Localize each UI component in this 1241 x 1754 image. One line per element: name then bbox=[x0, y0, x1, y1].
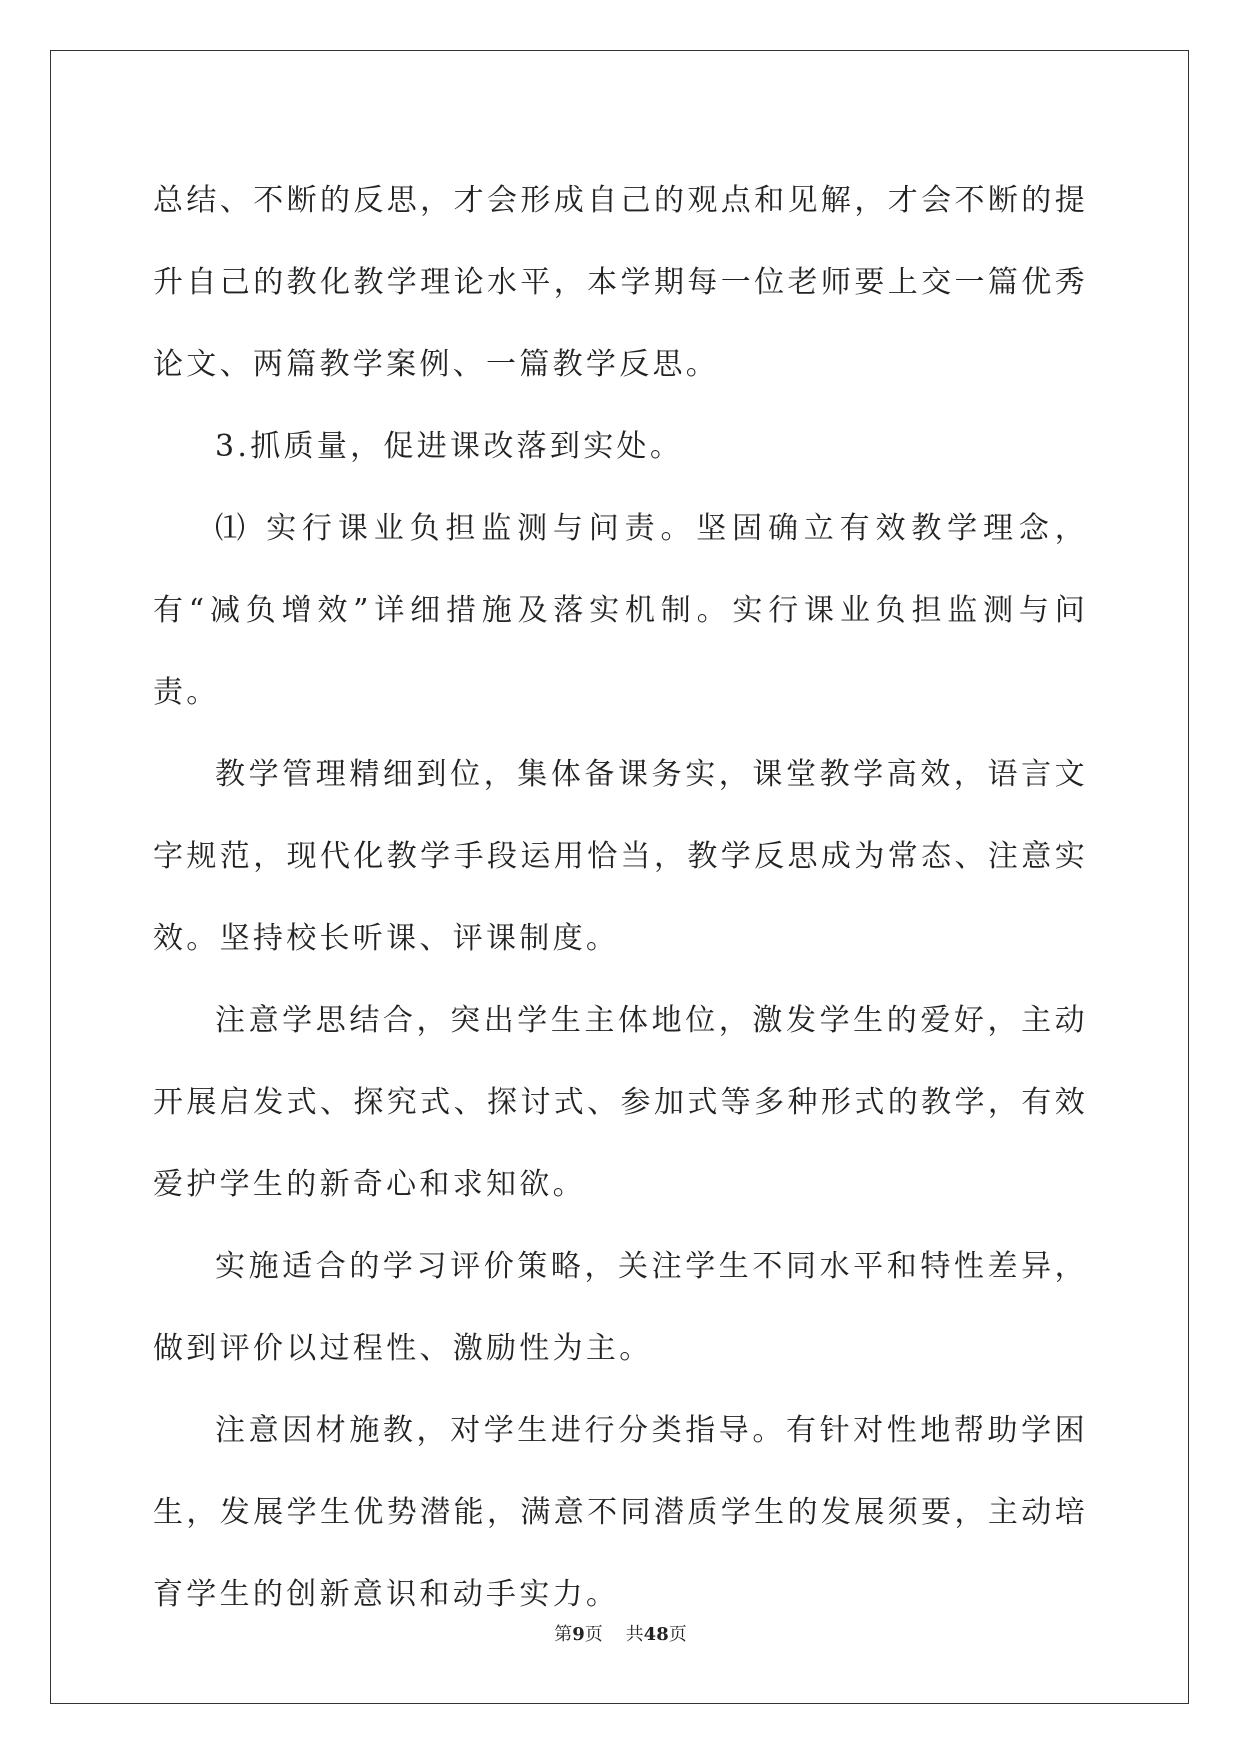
paragraph-6: 实施适合的学习评价策略，关注学生不同水平和特性差异，做到评价以过程性、激励性为主。 bbox=[153, 1249, 1088, 1366]
paragraph-5: 注意学思结合，突出学生主体地位，激发学生的爱好，主动开展启发式、探究式、探讨式、参加式等多种形式的教学，有效爱护学生的新奇心和求知欲。 bbox=[153, 1003, 1088, 1202]
footer-total-prefix: 共 bbox=[625, 1624, 644, 1645]
paragraph-1: 总结、不断的反思，才会形成自己的观点和见解，才会不断的提升自己的教化教学理论水平，本学期每一位老师要上交一篇优秀论文、两篇教学案例、一篇教学反思。 bbox=[153, 183, 1088, 382]
paragraph-3: ⑴ 实行课业负担监测与问责。坚固确立有效教学理念，有“减负增效”详细措施及落实机制。实行课业负担监测与问责。 bbox=[153, 511, 1088, 710]
paragraph-4: 教学管理精细到位，集体备课务实，课堂教学高效，语言文字规范，现代化教学手段运用恰当，教学反思成为常态、注意实效。坚持校长听课、评课制度。 bbox=[153, 757, 1088, 956]
page-footer bbox=[0, 1620, 1241, 1646]
paragraph-2: 3.抓质量，促进课改落到实处。 bbox=[215, 429, 684, 464]
document-body bbox=[153, 160, 1088, 1636]
page-number: 9 bbox=[572, 1624, 585, 1645]
footer-total-suffix: 页 bbox=[668, 1624, 687, 1645]
footer-prefix: 第 bbox=[554, 1624, 573, 1645]
footer-page-suffix: 页 bbox=[584, 1624, 603, 1645]
total-pages: 48 bbox=[643, 1624, 669, 1645]
paragraph-7: 注意因材施教，对学生进行分类指导。有针对性地帮助学困生，发展学生优势潜能，满意不同潜质学生的发展须要，主动培育学生的创新意识和动手实力。 bbox=[153, 1413, 1088, 1612]
